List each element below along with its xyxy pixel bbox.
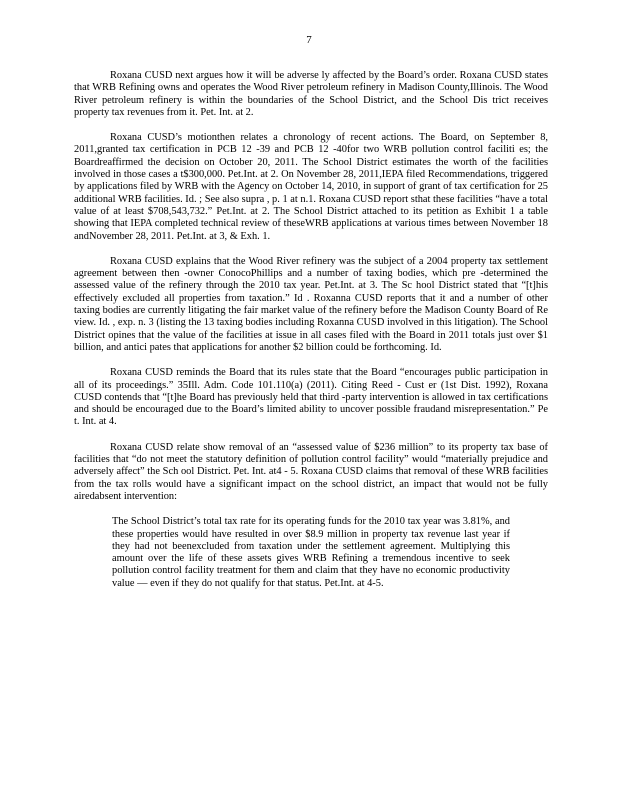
paragraph-settlement-agreement: Roxana CUSD explains that the Wood River refinery was the subject of a 2004 property tax settlement agreement between then -owner ConocoPhillips and a number of taxing bodies, which pre -determined the assessed value of the refinery through the 2010 tax year. Pet.Int. at 3. The Sc hool District stated that “[t]his effectively excluded all properties from taxation.” Id . Roxanna CUSD reports that it and a number of other taxing bodies are currently litigating the fair market value of the refinery before the Madison County Board of Re view. Id. , exp. n. 3 (listing the 13 taxing bodies including Roxanna CUSD involved in this litigation). The School District opines that the value of the facilities at issue in all cases filed with the Board in 2011 totals just over $1 billion, and antici pates that applications for another $2 billion could be forthcoming. Id. bbox=[74, 255, 548, 353]
paragraph-wood-river-refinery: Roxana CUSD next argues how it will be adverse ly affected by the Board’s order. Roxana CUSD states that WRB Refining owns and operates the Wood River petroleum refinery in Madison County,Illinois. The Wood River petroleum refinery is within the boundaries of the School District, and the School Dis trict receives property tax revenues from it. Pet. Int. at 2. bbox=[74, 70, 548, 118]
paragraph-chronology: Roxana CUSD’s motionthen relates a chronology of recent actions. The Board, on September 8, 2011,granted tax certification in PCB 12 -39 and PCB 12 -40for two WRB pollution control faciliti es; the Boardreaffirmed the decision on October 20, 2011. The School District estimates the worth of the facilities involved in those cases a t$300,000. Pet.Int. at 2. On November 28, 2011,IEPA filed Recommendations, triggered by applications filed by WRB with the Agency on October 14, 2010, in support of grant of tax certification for 25 additional WRB facilities. Id. ; See also supra , p. 1 at n.1. Roxana CUSD report sthat these facilities “have a total value of at least $708,543,732.” Pet.Int. at 2. The School District attached to its petition as Exhibit 1 a table showing that IEPA completed technical review of theseWRB applications at various times between November 18 andNovember 28, 2011. Pet.Int. at 3, & Exh. 1. bbox=[74, 132, 548, 242]
paragraph-public-participation: Roxana CUSD reminds the Board that its rules state that the Board “encourages public participation in all of its proceedings.” 35Ill. Adm. Code 101.110(a) (2011). Citing Reed - Cust er (1st Dist. 1992), Roxana CUSD contends that “[t]he Board has previously held that third -party intervention is allowed in tax certifications and should be encouraged due to the Board’s limited ability to uncover possible fraudand misrepresentation.” Pe t. Int. at 4. bbox=[74, 367, 548, 428]
paragraph-removal-impact: Roxana CUSD relate show removal of an “assessed value of $236 million” to its property tax base of facilities that “do not meet the statutory definition of pollution control facility” would “materially prejudice and adversely affect” the Sch ool District. Pet. Int. at4 - 5. Roxana CUSD claims that removal of these WRB facilities from the tax rolls would have a significant impact on the school district, an impact that would not be fully airedabsent intervention: bbox=[74, 441, 548, 502]
block-quote: The School District’s total tax rate for its operating funds for the 2010 tax year was 3.81%, and these properties would have resulted in over $8.9 million in property tax revenue last year if they had not beenexcluded from taxation under the settlement agreement. Multiplying this amount over the life of these assets gives WRB Refining a tremendous incentive to seek pollution control facility treatment for them and claim that they have no economic productivity value — even if they do not qualify for that status. Pet.Int. at 4-5. bbox=[112, 516, 510, 589]
page-number: 7 bbox=[306, 34, 312, 46]
body-text bbox=[74, 70, 548, 590]
